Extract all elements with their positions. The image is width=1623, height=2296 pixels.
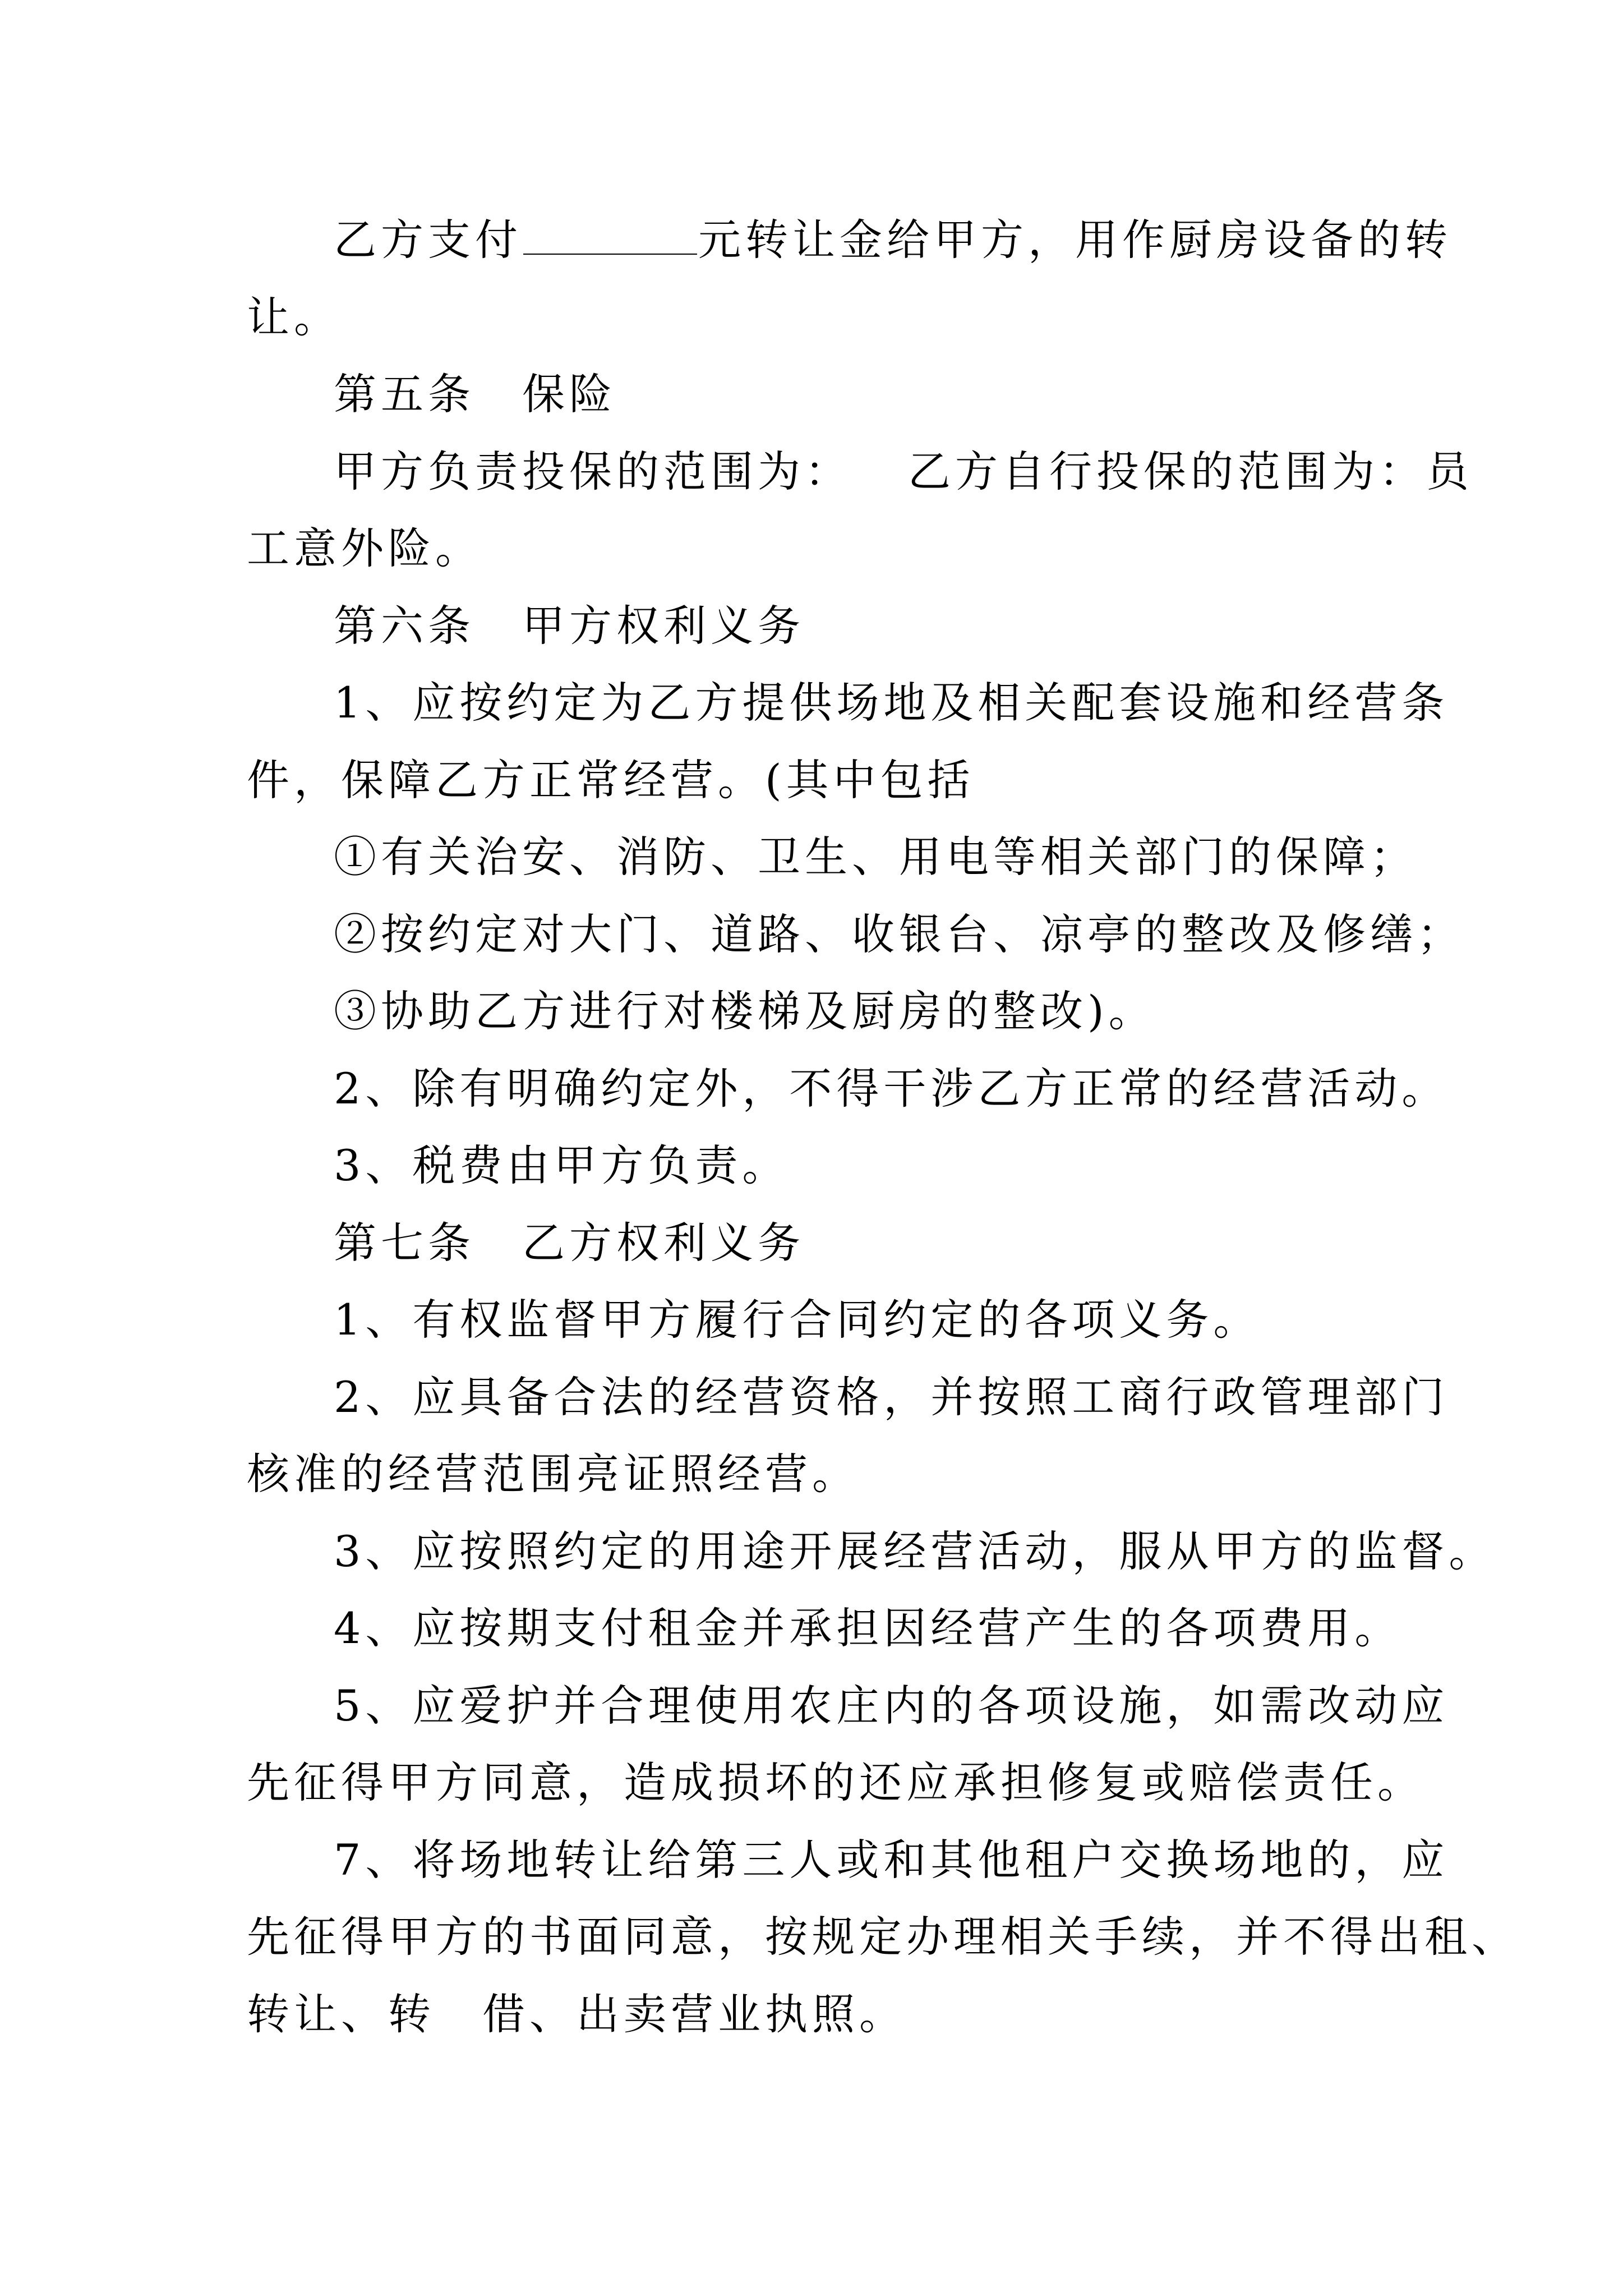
paragraph-line: 2、应具备合法的经营资格，并按照工商行政管理部门 xyxy=(334,1372,1449,1422)
paragraph-line: 先征得甲方同意，造成损坏的还应承担修复或赔偿责任。 xyxy=(247,1757,1424,1807)
section-heading: 第五条 保险 xyxy=(334,369,616,419)
paragraph-line: 3、税费由甲方负责。 xyxy=(334,1140,790,1190)
list-item: ②按约定对大门、道路、收银台、凉亭的整改及修缮； xyxy=(334,909,1464,959)
paragraph-line: 1、应按约定为乙方提供场地及相关配套设施和经营条 xyxy=(334,678,1449,728)
paragraph-line: 先征得甲方的书面同意，按规定办理相关手续，并不得出租、 xyxy=(247,1912,1519,1962)
paragraph-line: 让。 xyxy=(247,292,341,342)
paragraph-line: 3、应按照约定的用途开展经营活动，服从甲方的监督。 xyxy=(334,1526,1496,1576)
blank-amount-field xyxy=(523,214,697,255)
paragraph-line: 件，保障乙方正常经营。(其中包括 xyxy=(247,754,975,805)
paragraph-line: 4、应按期支付租金并承担因经营产生的各项费用。 xyxy=(334,1603,1402,1653)
paragraph-line: 核准的经营范围亮证照经营。 xyxy=(247,1449,859,1499)
paragraph-line: 2、除有明确约定外，不得干涉乙方正常的经营活动。 xyxy=(334,1063,1449,1114)
list-item: ③协助乙方进行对楼梯及厨房的整改)。 xyxy=(334,986,1156,1036)
paragraph-line: 7、将场地转让给第三人或和其他租户交换场地的，应 xyxy=(334,1834,1449,1885)
section-heading: 第七条 乙方权利义务 xyxy=(334,1217,805,1268)
section-heading: 第六条 甲方权利义务 xyxy=(334,600,805,651)
paragraph-line: 乙方支付 元转让金给甲方，用作厨房设备的转 xyxy=(334,215,1452,265)
paragraph-line: 工意外险。 xyxy=(247,523,482,573)
paragraph-line: 1、有权监督甲方履行合同约定的各项义务。 xyxy=(334,1295,1261,1345)
paragraph-line: 5、应爱护并合理使用农庄内的各项设施，如需改动应 xyxy=(334,1680,1449,1731)
paragraph-line: 甲方负责投保的范围为： 乙方自行投保的范围为：员 xyxy=(334,446,1473,496)
paragraph-line: 转让、转 借、出卖营业执照。 xyxy=(247,1989,906,2039)
list-item: ①有关治安、消防、卫生、用电等相关部门的保障； xyxy=(334,832,1417,882)
contract-body xyxy=(247,212,1519,2063)
